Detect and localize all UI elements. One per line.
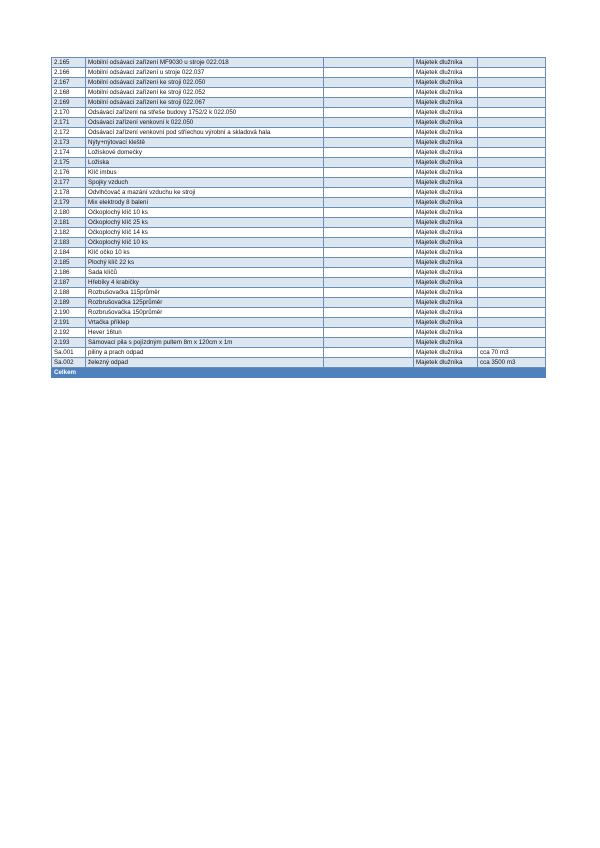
item-description-cell: Mobilní odsávací zařízení u stroje 022.037 — [86, 68, 324, 78]
item-description-cell: Rozbrušovačka 150průměr — [86, 308, 324, 318]
table-row — [52, 328, 546, 338]
item-blank-cell — [324, 68, 414, 78]
item-id-cell: 2.170 — [52, 108, 86, 118]
item-note-cell: cca 3500 m3 — [478, 358, 546, 368]
item-description-cell: Nýty+nýtovací kleště — [86, 138, 324, 148]
item-description-cell: Sámovací pila s pojízdným pultem 8m x 120cm x 1m — [86, 338, 324, 348]
item-description-cell: Očkoplochý klíč 10 ks — [86, 238, 324, 248]
item-id-cell: 2.175 — [52, 158, 86, 168]
item-owner-cell: Majetek dlužníka — [414, 138, 478, 148]
item-owner-cell: Majetek dlužníka — [414, 158, 478, 168]
table-row — [52, 78, 546, 88]
item-blank-cell — [324, 218, 414, 228]
item-note-cell — [478, 228, 546, 238]
item-blank-cell — [324, 278, 414, 288]
item-description-cell: Klíč imbus — [86, 168, 324, 178]
table-row — [52, 118, 546, 128]
item-owner-cell: Majetek dlužníka — [414, 228, 478, 238]
item-id-cell: 2.180 — [52, 208, 86, 218]
table-row — [52, 158, 546, 168]
item-note-cell — [478, 278, 546, 288]
item-id-cell: 2.173 — [52, 138, 86, 148]
item-note-cell — [478, 198, 546, 208]
item-owner-cell: Majetek dlužníka — [414, 338, 478, 348]
table-row — [52, 68, 546, 78]
item-blank-cell — [324, 118, 414, 128]
item-blank-cell — [324, 258, 414, 268]
total-note-cell — [478, 368, 546, 378]
item-owner-cell: Majetek dlužníka — [414, 218, 478, 228]
table-row — [52, 248, 546, 258]
item-blank-cell — [324, 88, 414, 98]
table-row — [52, 208, 546, 218]
table-row — [52, 58, 546, 68]
table-row — [52, 288, 546, 298]
item-note-cell — [478, 118, 546, 128]
item-owner-cell: Majetek dlužníka — [414, 118, 478, 128]
item-id-cell: 2.189 — [52, 298, 86, 308]
item-id-cell: 2.187 — [52, 278, 86, 288]
item-owner-cell: Majetek dlužníka — [414, 318, 478, 328]
item-description-cell: Spojky vzduch — [86, 178, 324, 188]
item-description-cell: Klíč očko 10 ks — [86, 248, 324, 258]
table-row — [52, 238, 546, 248]
table-row — [52, 98, 546, 108]
item-note-cell: cca 70 m3 — [478, 348, 546, 358]
item-blank-cell — [324, 128, 414, 138]
item-owner-cell: Majetek dlužníka — [414, 68, 478, 78]
total-blank-cell — [324, 368, 414, 378]
item-owner-cell: Majetek dlužníka — [414, 168, 478, 178]
table-row — [52, 88, 546, 98]
item-note-cell — [478, 338, 546, 348]
table-row — [52, 268, 546, 278]
item-description-cell: Ložiskové domečky — [86, 148, 324, 158]
item-owner-cell: Majetek dlužníka — [414, 78, 478, 88]
table-row — [52, 178, 546, 188]
item-description-cell: Sada klíčů — [86, 268, 324, 278]
item-note-cell — [478, 308, 546, 318]
item-id-cell: 2.177 — [52, 178, 86, 188]
item-id-cell: 2.181 — [52, 218, 86, 228]
item-description-cell: Mobilní odsávací zařízení ke stroji 022.067 — [86, 98, 324, 108]
table-row — [52, 218, 546, 228]
item-note-cell — [478, 208, 546, 218]
item-note-cell — [478, 158, 546, 168]
item-id-cell: 2.190 — [52, 308, 86, 318]
item-note-cell — [478, 258, 546, 268]
item-description-cell: Mobilní odsávací zařízení ke stroji 022.052 — [86, 88, 324, 98]
item-description-cell: Odsávací zařízení na střeše budovy 1752/2 k 022.050 — [86, 108, 324, 118]
table-row — [52, 308, 546, 318]
item-id-cell: 2.176 — [52, 168, 86, 178]
item-id-cell: Sa.002 — [52, 358, 86, 368]
item-blank-cell — [324, 358, 414, 368]
item-blank-cell — [324, 288, 414, 298]
item-owner-cell: Majetek dlužníka — [414, 358, 478, 368]
table-row — [52, 168, 546, 178]
item-description-cell: Ložiska — [86, 158, 324, 168]
total-row — [52, 368, 546, 378]
item-description-cell: Očkoplochý klíč 25 ks — [86, 218, 324, 228]
item-description-cell: piliny a prach odpad — [86, 348, 324, 358]
item-blank-cell — [324, 268, 414, 278]
item-note-cell — [478, 188, 546, 198]
item-blank-cell — [324, 198, 414, 208]
table-row — [52, 108, 546, 118]
item-id-cell: 2.183 — [52, 238, 86, 248]
table-row — [52, 258, 546, 268]
table-row — [52, 228, 546, 238]
item-note-cell — [478, 108, 546, 118]
item-owner-cell: Majetek dlužníka — [414, 268, 478, 278]
item-description-cell: Rozbrušovačka 125průměr — [86, 298, 324, 308]
inventory-table — [51, 57, 546, 378]
item-blank-cell — [324, 108, 414, 118]
item-id-cell: 2.185 — [52, 258, 86, 268]
item-id-cell: Sa.001 — [52, 348, 86, 358]
item-owner-cell: Majetek dlužníka — [414, 108, 478, 118]
item-owner-cell: Majetek dlužníka — [414, 208, 478, 218]
item-id-cell: 2.193 — [52, 338, 86, 348]
table-row — [52, 358, 546, 368]
item-description-cell: Mobilní odsávací zařízení MF9030 u stroje 022.018 — [86, 58, 324, 68]
item-blank-cell — [324, 178, 414, 188]
item-note-cell — [478, 68, 546, 78]
table-row — [52, 198, 546, 208]
item-blank-cell — [324, 228, 414, 238]
item-note-cell — [478, 238, 546, 248]
item-description-cell: Hřebíky 4 krabičky — [86, 278, 324, 288]
item-description-cell: Očkoplochý klíč 14 ks — [86, 228, 324, 238]
item-note-cell — [478, 128, 546, 138]
item-note-cell — [478, 268, 546, 278]
item-description-cell: Odsávací zařízení venkovní pod stříechou výrobní a skladová hala — [86, 128, 324, 138]
table-row — [52, 318, 546, 328]
item-id-cell: 2.188 — [52, 288, 86, 298]
item-owner-cell: Majetek dlužníka — [414, 278, 478, 288]
item-description-cell: Odsávací zařízení venkovní k 022.050 — [86, 118, 324, 128]
item-description-cell: železný odpad — [86, 358, 324, 368]
item-owner-cell: Majetek dlužníka — [414, 148, 478, 158]
item-id-cell: 2.165 — [52, 58, 86, 68]
item-note-cell — [478, 288, 546, 298]
total-description-cell — [86, 368, 324, 378]
item-owner-cell: Majetek dlužníka — [414, 238, 478, 248]
item-description-cell: Plochý klíč 22 ks — [86, 258, 324, 268]
item-id-cell: 2.172 — [52, 128, 86, 138]
total-label: Celkem — [52, 368, 86, 378]
item-owner-cell: Majetek dlužníka — [414, 188, 478, 198]
item-blank-cell — [324, 328, 414, 338]
item-id-cell: 2.166 — [52, 68, 86, 78]
item-owner-cell: Majetek dlužníka — [414, 58, 478, 68]
item-note-cell — [478, 318, 546, 328]
table-row — [52, 338, 546, 348]
item-owner-cell: Majetek dlužníka — [414, 198, 478, 208]
item-note-cell — [478, 78, 546, 88]
item-description-cell: Vrtačka příklep — [86, 318, 324, 328]
item-blank-cell — [324, 298, 414, 308]
item-owner-cell: Majetek dlužníka — [414, 248, 478, 258]
item-id-cell: 2.169 — [52, 98, 86, 108]
table-row — [52, 278, 546, 288]
item-note-cell — [478, 218, 546, 228]
table-row — [52, 128, 546, 138]
item-owner-cell: Majetek dlužníka — [414, 258, 478, 268]
table-row — [52, 348, 546, 358]
item-blank-cell — [324, 58, 414, 68]
item-description-cell: Mobilní odsávací zařízení ke stroji 022.050 — [86, 78, 324, 88]
inventory-sheet — [51, 57, 545, 378]
item-blank-cell — [324, 308, 414, 318]
item-owner-cell: Majetek dlužníka — [414, 88, 478, 98]
item-blank-cell — [324, 248, 414, 258]
item-description-cell: Mix elektrody 8 balení — [86, 198, 324, 208]
item-description-cell: Rozbušovačka 115průměr — [86, 288, 324, 298]
item-id-cell: 2.174 — [52, 148, 86, 158]
item-owner-cell: Majetek dlužníka — [414, 298, 478, 308]
item-note-cell — [478, 248, 546, 258]
item-id-cell: 2.179 — [52, 198, 86, 208]
item-note-cell — [478, 88, 546, 98]
item-blank-cell — [324, 338, 414, 348]
item-owner-cell: Majetek dlužníka — [414, 328, 478, 338]
item-blank-cell — [324, 208, 414, 218]
item-owner-cell: Majetek dlužníka — [414, 98, 478, 108]
inventory-rows — [52, 58, 546, 368]
item-id-cell: 2.186 — [52, 268, 86, 278]
item-blank-cell — [324, 158, 414, 168]
item-id-cell: 2.191 — [52, 318, 86, 328]
item-owner-cell: Majetek dlužníka — [414, 308, 478, 318]
item-blank-cell — [324, 148, 414, 158]
item-owner-cell: Majetek dlužníka — [414, 348, 478, 358]
item-id-cell: 2.182 — [52, 228, 86, 238]
table-row — [52, 148, 546, 158]
item-note-cell — [478, 58, 546, 68]
item-blank-cell — [324, 318, 414, 328]
item-note-cell — [478, 298, 546, 308]
item-blank-cell — [324, 138, 414, 148]
item-description-cell: Očkoplochý klíč 10 ks — [86, 208, 324, 218]
item-id-cell: 2.192 — [52, 328, 86, 338]
item-note-cell — [478, 98, 546, 108]
total-owner-cell — [414, 368, 478, 378]
item-blank-cell — [324, 168, 414, 178]
item-note-cell — [478, 328, 546, 338]
item-note-cell — [478, 178, 546, 188]
item-owner-cell: Majetek dlužníka — [414, 178, 478, 188]
table-row — [52, 298, 546, 308]
item-note-cell — [478, 138, 546, 148]
item-blank-cell — [324, 238, 414, 248]
item-note-cell — [478, 148, 546, 158]
table-row — [52, 188, 546, 198]
item-blank-cell — [324, 188, 414, 198]
item-description-cell: Odvlhčovač a mazání vzduchu ke stroji — [86, 188, 324, 198]
item-id-cell: 2.167 — [52, 78, 86, 88]
item-id-cell: 2.184 — [52, 248, 86, 258]
item-blank-cell — [324, 348, 414, 358]
item-blank-cell — [324, 78, 414, 88]
item-id-cell: 2.168 — [52, 88, 86, 98]
item-description-cell: Hever 16tun — [86, 328, 324, 338]
item-blank-cell — [324, 98, 414, 108]
table-row — [52, 138, 546, 148]
item-id-cell: 2.178 — [52, 188, 86, 198]
item-id-cell: 2.171 — [52, 118, 86, 128]
item-owner-cell: Majetek dlužníka — [414, 288, 478, 298]
item-note-cell — [478, 168, 546, 178]
item-owner-cell: Majetek dlužníka — [414, 128, 478, 138]
